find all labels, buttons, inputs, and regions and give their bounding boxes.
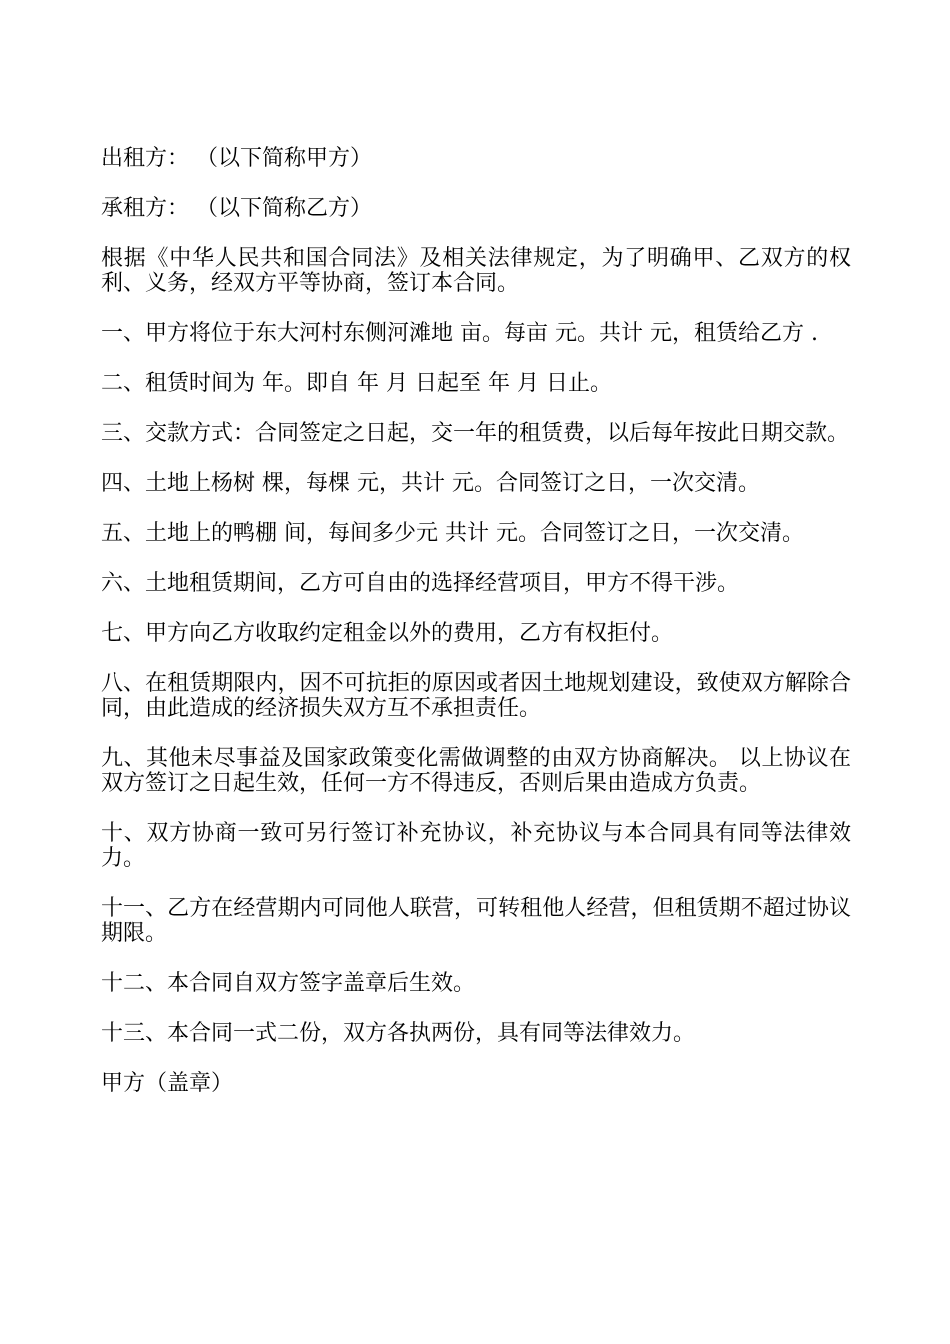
party-a-seal-line: 甲方（盖章） bbox=[101, 1071, 234, 1096]
clause-12: 十二、本合同自双方签字盖章后生效。 bbox=[101, 971, 476, 996]
clause-13: 十三、本合同一式二份，双方各执两份，具有同等法律效力。 bbox=[101, 1021, 696, 1046]
clause-10: 十、双方协商一致可另行签订补充协议，补充协议与本合同具有同等法律效力。 bbox=[101, 821, 851, 871]
lessor-line: 出租方： （以下简称甲方） bbox=[101, 146, 372, 171]
clause-8: 八、在租赁期限内，因不可抗拒的原因或者因土地规划建设，致使双方解除合同，由此造成的经济损失双方互不承担责任。 bbox=[101, 671, 851, 721]
lessee-line: 承租方： （以下简称乙方） bbox=[101, 196, 372, 221]
clause-5: 五、土地上的鸭棚 间，每间多少元 共计 元。合同签订之日，一次交清。 bbox=[101, 521, 804, 546]
contract-body bbox=[101, 146, 851, 1121]
clause-7: 七、甲方向乙方收取约定租金以外的费用，乙方有权拒付。 bbox=[101, 621, 674, 646]
clause-3: 三、交款方式：合同签定之日起，交一年的租赁费，以后每年按此日期交款。 bbox=[101, 421, 850, 446]
clause-11: 十一、乙方在经营期内可同他人联营，可转租他人经营，但租赁期不超过协议期限。 bbox=[101, 896, 851, 946]
clause-6: 六、土地租赁期间，乙方可自由的选择经营项目，甲方不得干涉。 bbox=[101, 571, 740, 596]
preamble-paragraph: 根据《中华人民共和国合同法》及相关法律规定，为了明确甲、乙双方的权利、义务，经双方平等协商，签订本合同。 bbox=[101, 246, 851, 296]
clause-9: 九、其他未尽事益及国家政策变化需做调整的由双方协商解决。 以上协议在双方签订之日起生效，任何一方不得违反，否则后果由造成方负责。 bbox=[101, 746, 851, 796]
clause-2: 二、租赁时间为 年。即自 年 月 日起至 年 月 日止。 bbox=[101, 371, 612, 396]
clause-1: 一、甲方将位于东大河村东侧河滩地 亩。每亩 元。共计 元，租赁给乙方 . bbox=[101, 321, 818, 346]
clause-4: 四、土地上杨树 棵，每棵 元，共计 元。合同签订之日，一次交清。 bbox=[101, 471, 760, 496]
